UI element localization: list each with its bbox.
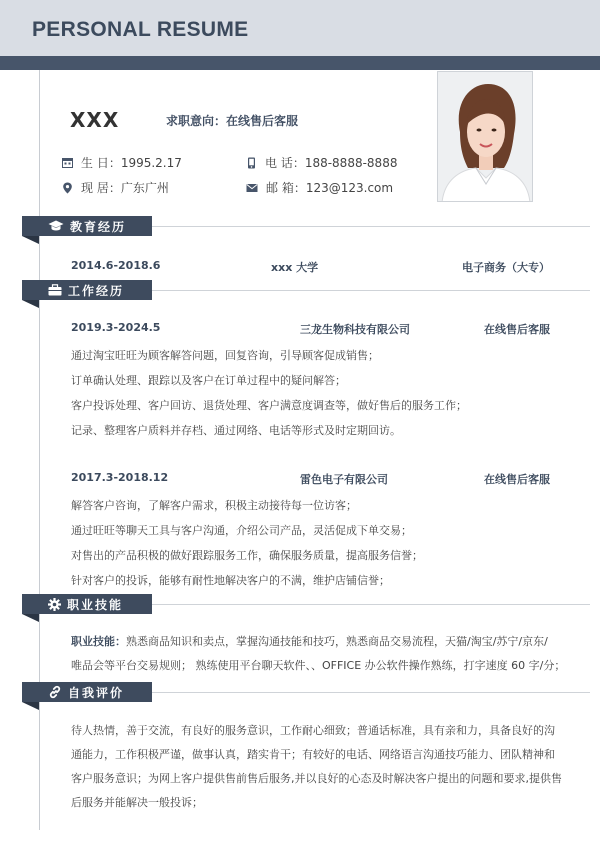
job2-date: 2017.3-2018.12 [71, 471, 169, 484]
skills-line: 熟悉商品知识和卖点，掌握沟通技能和技巧，熟悉商品交易流程，天猫/淘宝/苏宁/京东/ [126, 635, 548, 648]
portrait-illustration [438, 72, 533, 202]
self-line: 通能力，工作积极严谨，做事认真，踏实肯干；有较好的电话、网络语言沟通技巧能力、团队精神和 [71, 748, 555, 761]
job2-item: 解答客户咨询，了解客户需求，积极主动接待每一位访客； [71, 499, 357, 512]
job-intent: 求职意向：在线售后客服 [166, 114, 299, 128]
section-title-self: 自我评价 [68, 685, 125, 700]
section-divider [152, 692, 590, 693]
residence-text: 现 居：广东广州 [81, 181, 169, 195]
skills-label: 职业技能： [71, 635, 126, 648]
edu-date: 2014.6-2018.6 [71, 259, 161, 272]
job1-item: 客户投诉处理、客户回访、退货处理、客户满意度调查等，做好售后的服务工作； [71, 399, 467, 412]
calendar-icon [62, 157, 73, 168]
header-stripe [0, 56, 600, 70]
section-title-work: 工作经历 [68, 283, 125, 298]
self-line: 客户服务意识；为网上客户提供售前售后服务,并以良好的心态及时解决客户提出的问题和要求,提供售 [71, 772, 562, 785]
location-icon [62, 182, 73, 194]
job2-company: 雷色电子有限公司 [300, 473, 388, 486]
gear-icon [48, 598, 61, 611]
envelope-icon [246, 183, 258, 193]
job1-position: 在线售后客服 [484, 323, 550, 336]
skills-paragraph [71, 630, 571, 678]
section-divider [152, 604, 590, 605]
candidate-name: XXX [70, 108, 120, 132]
profile-photo [437, 71, 533, 202]
email-info [246, 179, 393, 196]
job1-item: 订单确认处理、跟踪以及客户在订单过程中的疑问解答； [71, 374, 346, 387]
job1-item: 通过淘宝旺旺为顾客解答问题，回复咨询，引导顾客促成销售； [71, 349, 379, 362]
self-paragraph [71, 719, 571, 815]
ribbon-fold [22, 236, 39, 244]
section-header-education [22, 216, 152, 236]
job1-company: 三龙生物科技有限公司 [300, 323, 410, 336]
section-header-self [22, 682, 152, 702]
residence-info [62, 179, 169, 196]
resume-title: PERSONAL RESUME [32, 18, 249, 41]
section-divider [152, 226, 590, 227]
phone-icon [246, 157, 257, 169]
section-header-skills [22, 594, 152, 614]
job1-date: 2019.3-2024.5 [71, 321, 161, 334]
edu-major: 电子商务（大专） [462, 261, 550, 274]
self-line: 待人热情，善于交流，有良好的服务意识，工作耐心细致；普通话标准，具有亲和力，具备良好的沟 [71, 724, 555, 737]
job1-item: 记录、整理客户质料并存档、通过网络、电话等形式及时定期回访。 [71, 424, 401, 437]
briefcase-icon [48, 284, 62, 296]
section-header-work [22, 280, 152, 300]
birth-text: 生 日：1995.2.17 [81, 156, 182, 170]
graduation-cap-icon [48, 220, 64, 232]
self-line: 后服务并能解决一般投诉； [71, 796, 203, 809]
link-icon [48, 685, 62, 699]
phone-info [246, 154, 397, 171]
ribbon-fold [22, 702, 39, 710]
job2-position: 在线售后客服 [484, 473, 550, 486]
section-title-skills: 职业技能 [67, 597, 124, 612]
section-divider [152, 290, 590, 291]
job2-item: 针对客户的投诉，能够有耐性地解决客户的不满，维护店铺信誉； [71, 574, 390, 587]
edu-school: xxx 大学 [271, 261, 319, 274]
email-text: 邮 箱：123@123.com [266, 181, 394, 195]
job2-item: 对售出的产品积极的做好跟踪服务工作，确保服务质量，提高服务信誉； [71, 549, 423, 562]
section-title-education: 教育经历 [70, 219, 127, 234]
job2-item: 通过旺旺等聊天工具与客户沟通，介绍公司产品，灵活促成下单交易； [71, 524, 412, 537]
phone-text: 电 话：188-8888-8888 [265, 156, 398, 170]
ribbon-fold [22, 300, 39, 308]
left-guide-line [39, 70, 40, 830]
birth-info [62, 154, 182, 171]
skills-line: 唯品会等平台交易规则； 熟练使用平台聊天软件、、OFFICE 办公软件操作熟练，打字速度 60 字/分； [71, 659, 566, 672]
ribbon-fold [22, 614, 39, 622]
